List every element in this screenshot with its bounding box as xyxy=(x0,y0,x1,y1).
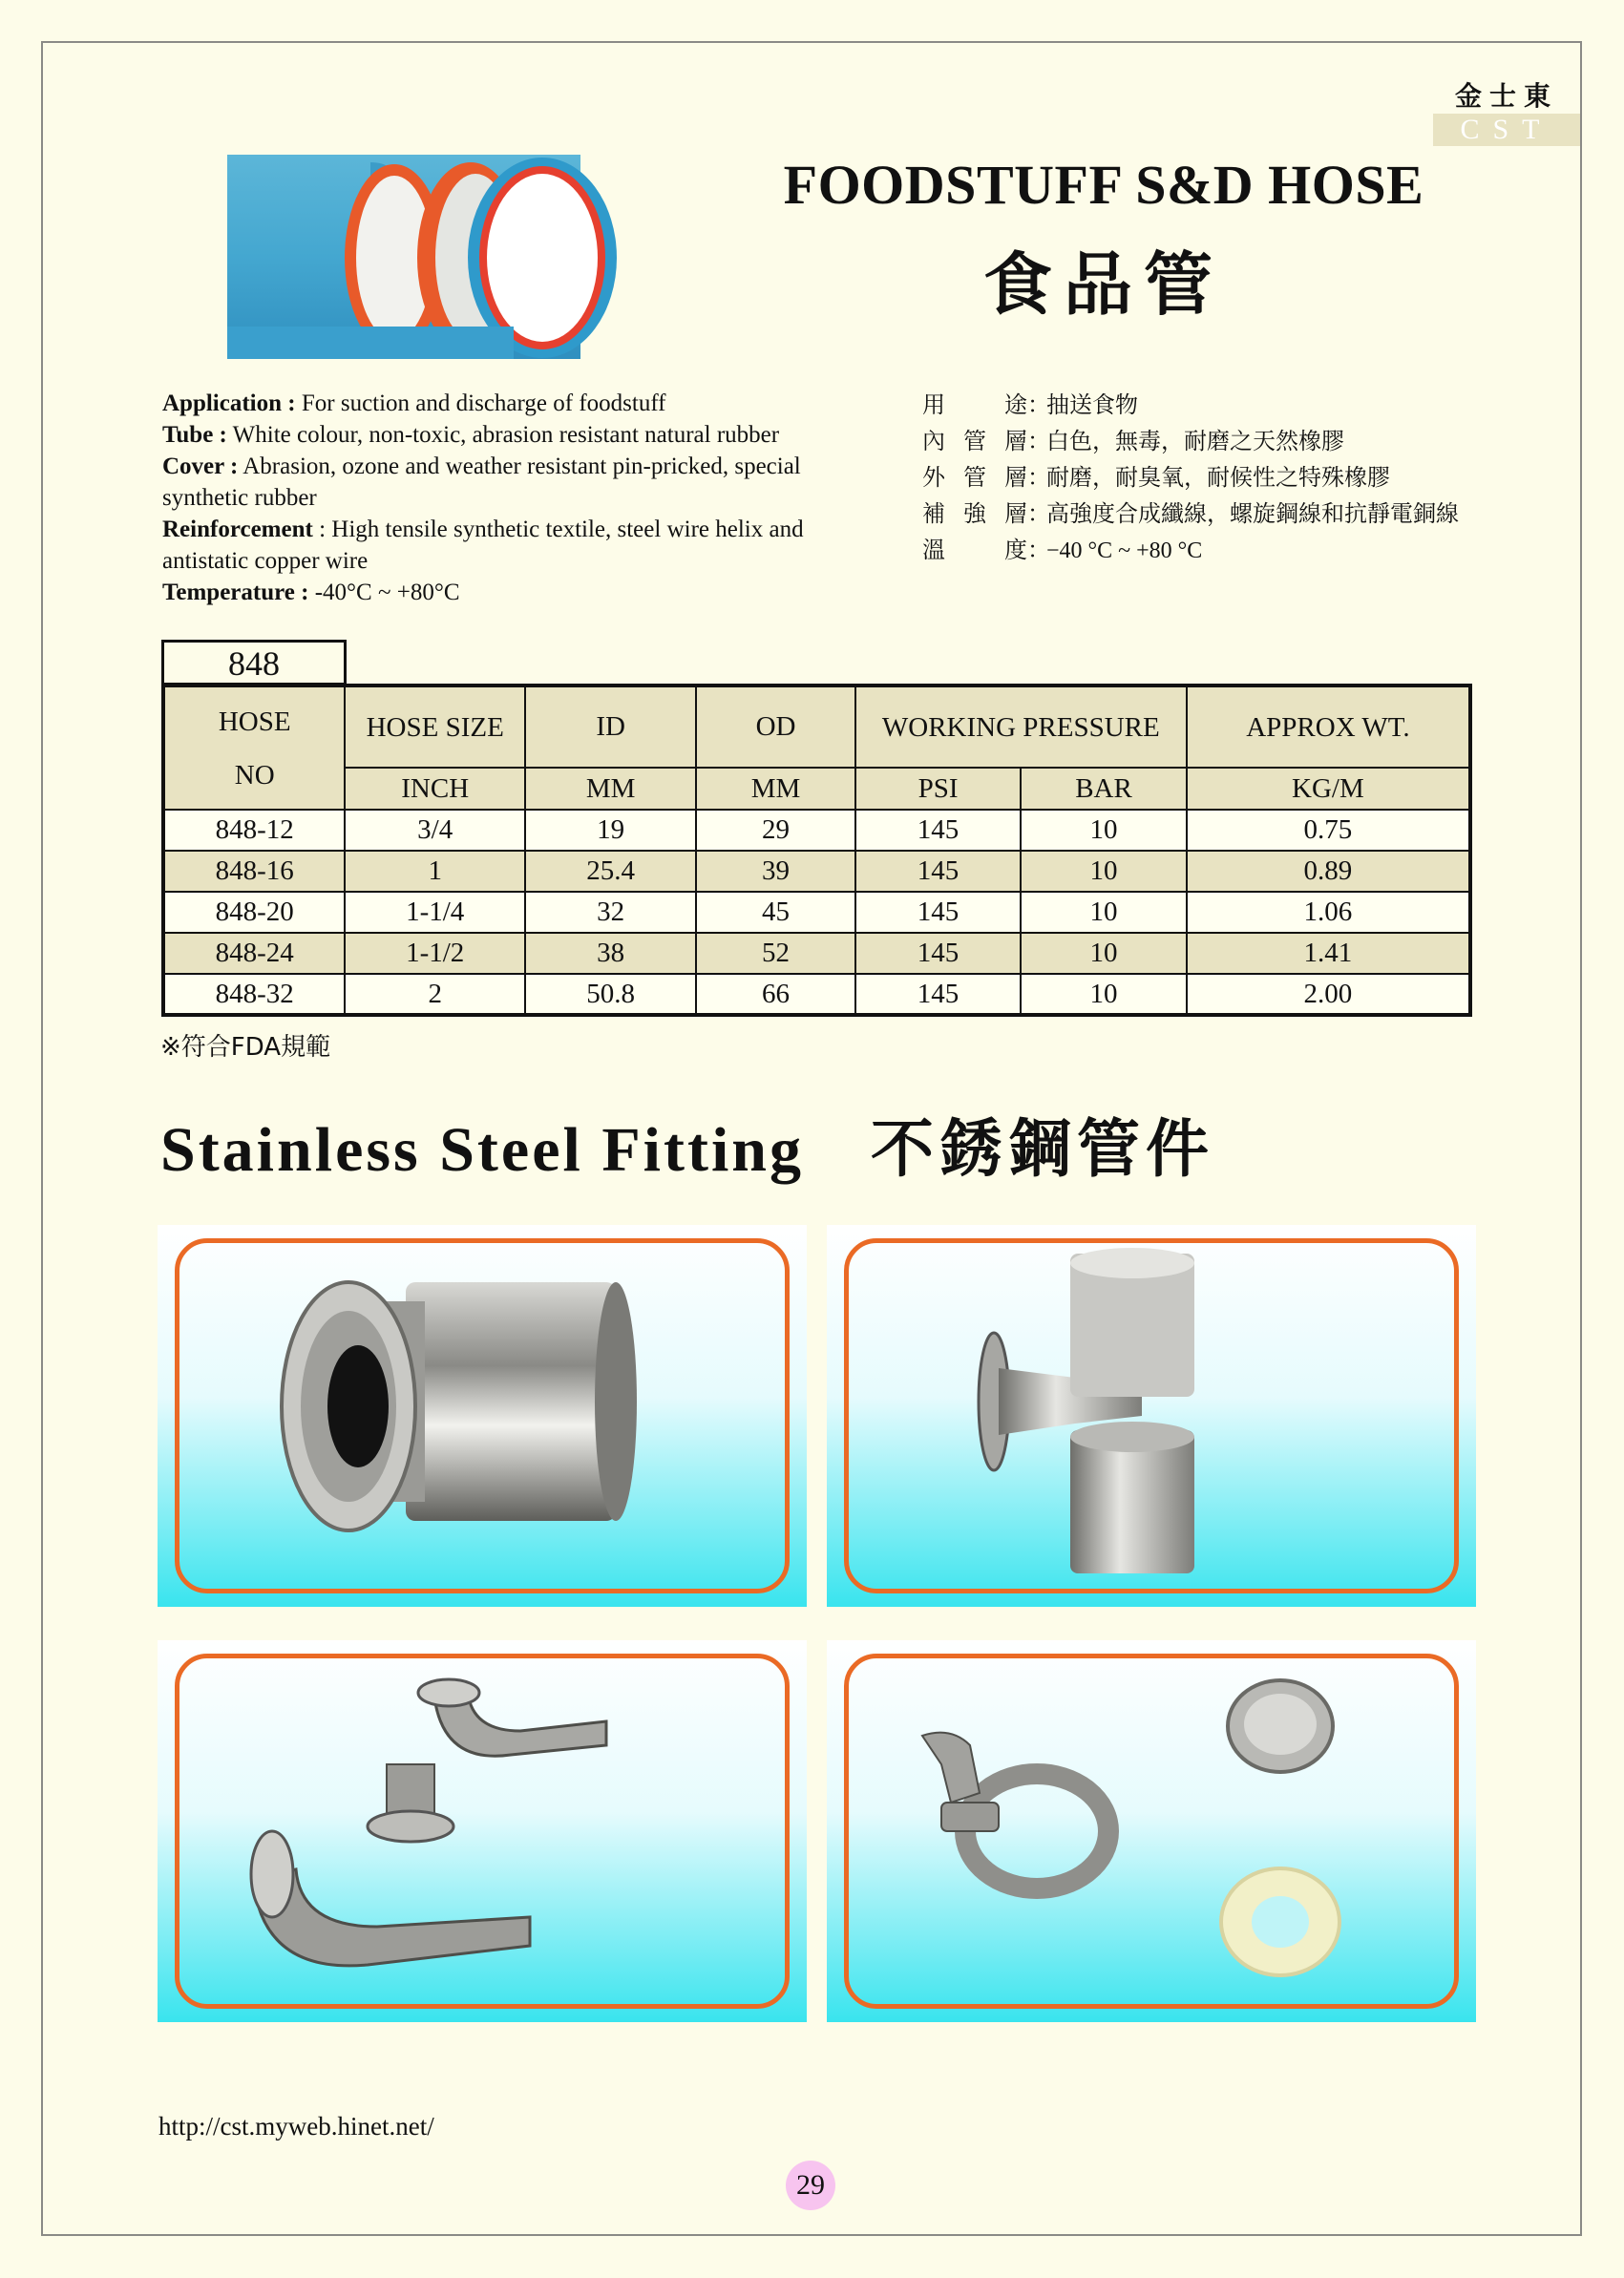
website-link[interactable]: http://cst.myweb.hinet.net/ xyxy=(158,2112,434,2141)
spec-tube: Tube : White colour, non-toxic, abrasion resistant natural rubber xyxy=(162,422,780,448)
spec-temperature: Temperature : -40°C ~ +80°C xyxy=(162,580,460,605)
spec-zh-row: 溫度 ： −40 °C ~ +80 °C xyxy=(922,538,1203,563)
product-photo-elbows xyxy=(158,1640,807,2022)
header-inch: INCH xyxy=(345,768,524,810)
header-approx-wt: APPROX WT. xyxy=(1187,686,1470,768)
section-title-zh: 不銹鋼管件 xyxy=(871,1115,1214,1185)
photo-frame xyxy=(844,1654,1459,2009)
header-psi: PSI xyxy=(855,768,1021,810)
spec-list-zh xyxy=(922,388,1533,569)
header-working-pressure: WORKING PRESSURE xyxy=(855,686,1187,768)
photo-frame xyxy=(175,1654,790,2009)
product-photo-clamp-cap-gasket xyxy=(827,1640,1476,2022)
hose-cutaway-image xyxy=(227,155,695,359)
header-od: OD xyxy=(696,686,854,768)
spec-reinforcement: Reinforcement : High tensile synthetic textile, steel wire helix and antistatic copper wire xyxy=(162,517,804,574)
header-hose-size: HOSE SIZE xyxy=(345,686,524,768)
table-row: 848-24 1-1/2 38 52 145 10 1.41 xyxy=(163,933,1470,974)
spec-zh-row: 外管層 ： 耐磨，耐臭氧，耐候性之特殊橡膠 xyxy=(922,466,1390,491)
section-title-en: Stainless Steel Fitting xyxy=(160,1115,804,1185)
spec-application: Application : For suction and discharge of foodstuff xyxy=(162,390,666,416)
header-kgm: KG/M xyxy=(1187,768,1470,810)
spec-zh-row: 補強層 ： 高強度合成纖線，螺旋鋼線和抗靜電銅線 xyxy=(922,502,1459,527)
photo-frame xyxy=(844,1238,1459,1593)
product-photo-hose-barb xyxy=(827,1225,1476,1607)
header-hose-no: HOSE NO xyxy=(163,686,345,810)
section-title xyxy=(160,1098,1214,1189)
page-title-en: FOODSTUFF S&D HOSE xyxy=(783,154,1424,216)
spec-cover: Cover : Abrasion, ozone and weather resistant pin-pricked, special synthetic rubber xyxy=(162,453,801,511)
spec-zh-row: 內管層 ： 白色，無毒，耐磨之天然橡膠 xyxy=(922,430,1344,454)
page-number: 29 xyxy=(786,2161,835,2210)
brand-badge xyxy=(1433,81,1580,146)
hose-spec-table xyxy=(161,684,1472,1017)
photo-frame xyxy=(175,1238,790,1593)
spec-zh-row: 用途 ： 抽送食物 xyxy=(922,393,1138,418)
spec-list-en xyxy=(162,388,888,608)
brand-name-zh: 金士東 xyxy=(1433,81,1580,114)
header-id: ID xyxy=(525,686,696,768)
brand-name-en: CST xyxy=(1433,114,1580,146)
table-row: 848-32 2 50.8 66 145 10 2.00 xyxy=(163,974,1470,1015)
fda-compliance-note: ※符合FDA規範 xyxy=(160,1033,331,1062)
table-row: 848-20 1-1/4 32 45 145 10 1.06 xyxy=(163,892,1470,933)
page-title-zh: 食品管 xyxy=(982,247,1224,324)
table-row: 848-16 1 25.4 39 145 10 0.89 xyxy=(163,851,1470,892)
header-bar: BAR xyxy=(1021,768,1187,810)
product-photo-ferrule-adapter xyxy=(158,1225,807,1607)
table-row: 848-12 3/4 19 29 145 10 0.75 xyxy=(163,810,1470,851)
header-mm-id: MM xyxy=(525,768,696,810)
header-mm-od: MM xyxy=(696,768,854,810)
model-number-tab: 848 xyxy=(161,640,347,686)
